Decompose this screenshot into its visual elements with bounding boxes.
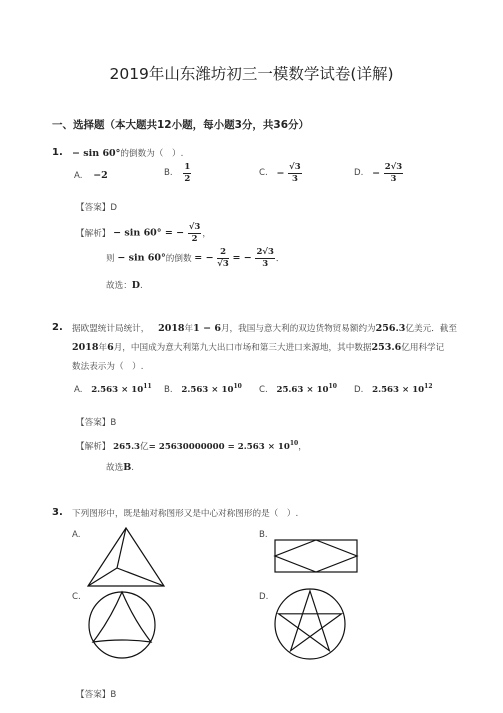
q1-stem-expr: − sin 60° xyxy=(72,148,121,159)
q2-stem-line-1 xyxy=(72,322,457,334)
text: 年 xyxy=(184,324,194,334)
q1-stem-text: 的倒数为（ ）. xyxy=(120,149,184,159)
fraction-numerator: √3 xyxy=(289,162,301,172)
option-sign: − xyxy=(372,167,381,179)
punct: ， xyxy=(202,229,211,239)
text: 月，中国成为意大利第九大出口市场和第三大进口来源地，其中数据 xyxy=(113,343,372,353)
option-exponent: 10 xyxy=(233,383,242,390)
math: 256.3 xyxy=(375,323,406,334)
analysis-tag: 【解析】 xyxy=(76,229,111,239)
text: 的倒数 xyxy=(165,254,192,264)
q2-stem-line-3: 数法表示为（ ）. xyxy=(72,362,144,372)
q1-option-d[interactable] xyxy=(354,163,404,183)
fraction-numerator: 1 xyxy=(184,162,191,172)
fraction-numerator: 2√3 xyxy=(256,247,274,257)
q1-option-b[interactable] xyxy=(164,163,192,183)
text: 故选 xyxy=(106,463,124,473)
analysis-tag: 【解析】 xyxy=(76,442,111,452)
page-title: 2019年山东潍坊初三一模数学试卷(详解) xyxy=(109,65,394,83)
q3-answer xyxy=(76,688,116,700)
q1-analysis-line-2 xyxy=(106,248,285,268)
option-label: B. xyxy=(164,384,173,395)
math: 6 xyxy=(107,342,114,353)
option-label: C. xyxy=(259,384,268,395)
math: 1 − 6 xyxy=(193,323,221,334)
math: = 25630000000 = 2.563 × 10 xyxy=(148,442,290,452)
fraction-denominator: 2 xyxy=(184,173,191,184)
question-2-number: 2. xyxy=(52,322,63,333)
text: 亿 xyxy=(140,442,149,452)
answer-tag: 【答案】 xyxy=(76,203,111,213)
figure-c-circle-triangle-icon[interactable] xyxy=(86,588,158,660)
fraction-numerator: √3 xyxy=(188,222,201,232)
q3-stem: 下列图形中，既是轴对称图形又是中心对称图形的是（ ）. xyxy=(72,509,299,519)
q2-conclusion xyxy=(106,461,134,473)
option-label: A. xyxy=(74,384,83,395)
q2-answer xyxy=(76,416,116,428)
q2-option-a[interactable] xyxy=(74,383,152,395)
figure-d-pentagram-icon[interactable] xyxy=(272,586,348,662)
q3-option-b-label[interactable]: B. xyxy=(259,530,268,540)
choice: B xyxy=(123,462,132,473)
option-label: D. xyxy=(354,168,364,178)
option-value: 2.563 × 10 xyxy=(181,384,234,395)
option-exponent: 12 xyxy=(424,383,433,390)
answer-tag: 【答案】 xyxy=(76,418,111,428)
q2-analysis xyxy=(76,440,307,452)
q3-option-d-label[interactable]: D. xyxy=(259,592,269,602)
q3-option-c-label[interactable]: C. xyxy=(72,592,81,602)
option-value: 2.563 × 10 xyxy=(91,384,144,395)
math: 2018 xyxy=(158,323,185,334)
text: 亿美元．截至 xyxy=(405,324,457,334)
choice: D xyxy=(131,280,141,291)
question-3-number: 3. xyxy=(52,507,63,518)
q1-analysis-line-1 xyxy=(76,223,211,243)
q1-option-a[interactable] xyxy=(74,170,108,181)
answer-value: B xyxy=(110,690,117,700)
q1-option-c[interactable] xyxy=(259,163,303,183)
fraction-denominator: 3 xyxy=(390,173,397,184)
figure-b-rectangle-rhombus-icon[interactable] xyxy=(273,538,359,574)
option-exponent: 10 xyxy=(328,383,337,390)
fraction-denominator: 3 xyxy=(262,258,269,269)
figure-a-triangle-icon[interactable] xyxy=(84,524,168,590)
math: 265.3 xyxy=(113,442,141,452)
math-expr: − sin 60° xyxy=(117,252,166,264)
fraction-numerator: 2 xyxy=(217,248,229,259)
answer-value: B xyxy=(110,418,117,428)
fraction xyxy=(384,163,403,183)
option-exponent: 11 xyxy=(143,383,152,390)
math: 2018 xyxy=(72,342,99,353)
fraction-denominator: 2 xyxy=(191,233,198,244)
text: 则 xyxy=(106,254,115,264)
q3-option-a-label[interactable]: A. xyxy=(72,530,81,540)
fraction xyxy=(188,223,202,243)
q2-stem-line-2 xyxy=(72,341,444,353)
math-expr: − sin 60° = − xyxy=(113,227,185,239)
option-value: 25.63 × 10 xyxy=(276,384,329,395)
fraction xyxy=(183,163,191,183)
punct: ． xyxy=(275,254,285,264)
q2-option-c[interactable] xyxy=(259,383,337,395)
option-value: 2.563 × 10 xyxy=(372,384,425,395)
text: 年 xyxy=(98,343,108,353)
text: 亿用科学记 xyxy=(401,343,445,353)
option-label: B. xyxy=(164,168,173,178)
fraction-numerator: 2√3 xyxy=(384,162,403,172)
question-1-stem xyxy=(72,147,183,159)
answer-value: D xyxy=(110,203,118,213)
option-label: C. xyxy=(259,168,268,178)
q2-option-b[interactable] xyxy=(164,383,242,395)
text: 月，我国与意大利的双边货物贸易额约为 xyxy=(220,324,376,334)
math-expr: = − xyxy=(232,252,252,264)
q1-answer xyxy=(76,201,117,213)
fraction xyxy=(288,163,302,183)
math: 253.6 xyxy=(371,342,402,353)
text: 故选： xyxy=(106,281,132,291)
q1-conclusion xyxy=(106,279,143,291)
option-label: D. xyxy=(354,384,364,395)
section-header: 一、选择题（本大题共12小题，每小题3分，共36分） xyxy=(52,119,310,131)
question-1-number: 1. xyxy=(52,147,63,158)
punct: . xyxy=(140,281,143,291)
fraction-denominator: √3 xyxy=(217,258,229,269)
option-sign: − xyxy=(276,167,285,179)
answer-tag: 【答案】 xyxy=(76,690,111,700)
punct: . xyxy=(131,463,134,473)
punct: ， xyxy=(298,442,307,452)
option-value: −2 xyxy=(93,170,108,181)
fraction xyxy=(217,248,229,268)
fraction xyxy=(255,248,274,268)
option-label: A. xyxy=(74,171,83,181)
q2-option-d[interactable] xyxy=(354,383,433,395)
text: 据欧盟统计局统计， xyxy=(72,324,150,334)
fraction-denominator: 3 xyxy=(291,173,298,184)
math-expr: = − xyxy=(194,252,214,264)
exponent: 10 xyxy=(289,440,299,448)
